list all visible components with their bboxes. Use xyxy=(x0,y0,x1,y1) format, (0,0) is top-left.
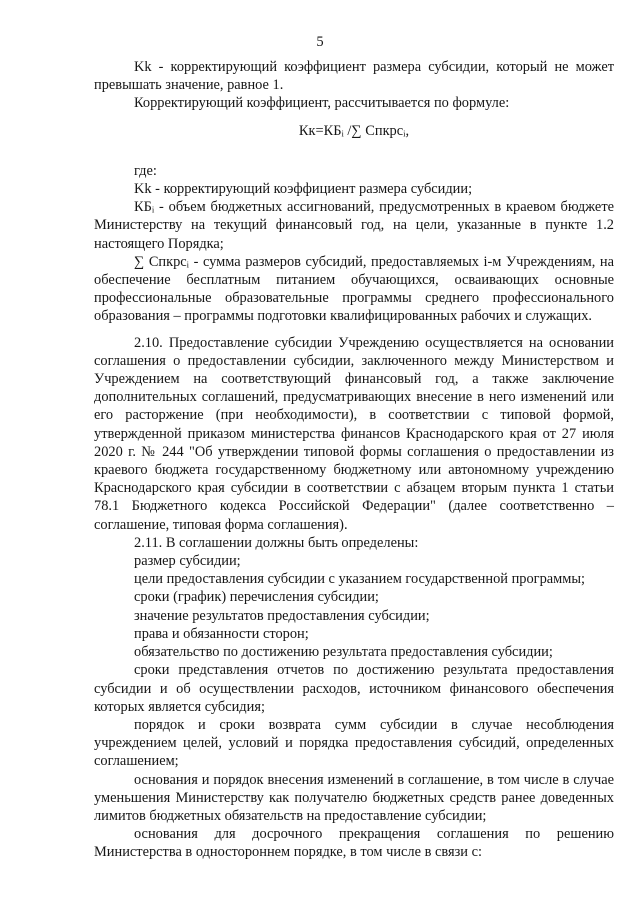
where-label: где: xyxy=(134,162,157,179)
list-item: порядок и сроки возврата сумм субсидии в случае несоблюдения учреждением целей, условий и порядка предоставления субсидий, определенных соглашением; xyxy=(94,716,614,770)
paragraph-coefficient-limit: Kk - корректирующий коэффициент размера субсидии, который не может превышать значение, равное 1. xyxy=(94,59,614,94)
section-2-11-heading: 2.11. В соглашении должны быть определены: xyxy=(134,534,419,551)
section-2-10: 2.10. Предоставление субсидии Учреждению осуществляется на основании соглашения о предоставлении субсидии, заключенного между Министерством и Учреждением на соответствующий финансовый год, а также заключение дополнительных соглашений, предусматривающих внесение в него изменений или его расторжение (при необходимости), в соответствии с типовой формой, утвержденной приказом министерства финансов Краснодарского края от 27 июля 2020 г. № 244 "Об утверждении типовой формы соглашения о предоставлении из краевого бюджета государственному бюджетному или автономному учреждению Краснодарского края субсидии в соответствии с абзацем вторым пункта 1 статьи 78.1 Бюджетного кодекса Российской Федерации" (далее соответственно – соглашение, типовая форма соглашения). xyxy=(94,334,614,533)
formula: Кк=КБᵢ /∑ Спкрсᵢ, xyxy=(298,122,410,139)
list-item: сроки представления отчетов по достижению результата предоставления субсидии и об осуществлении расходов, источником финансового обеспечения которых является субсидия; xyxy=(94,662,614,715)
list-item: обязательство по достижению результата предоставления субсидии; xyxy=(134,644,553,661)
list-item: права и обязанности сторон; xyxy=(134,625,309,642)
list-item: сроки (график) перечисления субсидии; xyxy=(134,589,379,606)
definition-kb: КБᵢ - объем бюджетных ассигнований, предусмотренных в краевом бюджете Министерству на текущий финансовый год, на цели, указанные в пункте 1.2 настоящего Порядка; xyxy=(94,199,614,252)
definition-sum-spkrs: ∑ Спкрсᵢ - сумма размеров субсидий, предоставляемых i-м Учреждениям, на обеспечение бесплатным питанием обучающихся, осваивающих основные профессиональные образовательные программы среднего профессионального образования – программы подготовки квалифицированных рабочих и служащих. xyxy=(94,253,614,325)
list-item: размер субсидии; xyxy=(134,553,241,570)
definition-kk: Kk - корректирующий коэффициент размера субсидии; xyxy=(134,181,473,198)
list-item: цели предоставления субсидии с указанием государственной программы; xyxy=(134,571,586,588)
document-body xyxy=(94,58,614,862)
list-item: значение результатов предоставления субсидии; xyxy=(134,607,430,624)
list-item: основания для досрочного прекращения соглашения по решению Министерства в одностороннем порядке, в том числе в связи с: xyxy=(94,826,614,861)
page-number: 5 xyxy=(316,34,324,50)
list-item: основания и порядок внесения изменений в соглашение, в том числе в случае уменьшения Министерству как получателю бюджетных средств ранее доведенных лимитов бюджетных обязательств на предоставление субсидии; xyxy=(94,771,614,824)
paragraph-formula-intro: Корректирующий коэффициент, рассчитывается по формуле: xyxy=(134,95,510,112)
